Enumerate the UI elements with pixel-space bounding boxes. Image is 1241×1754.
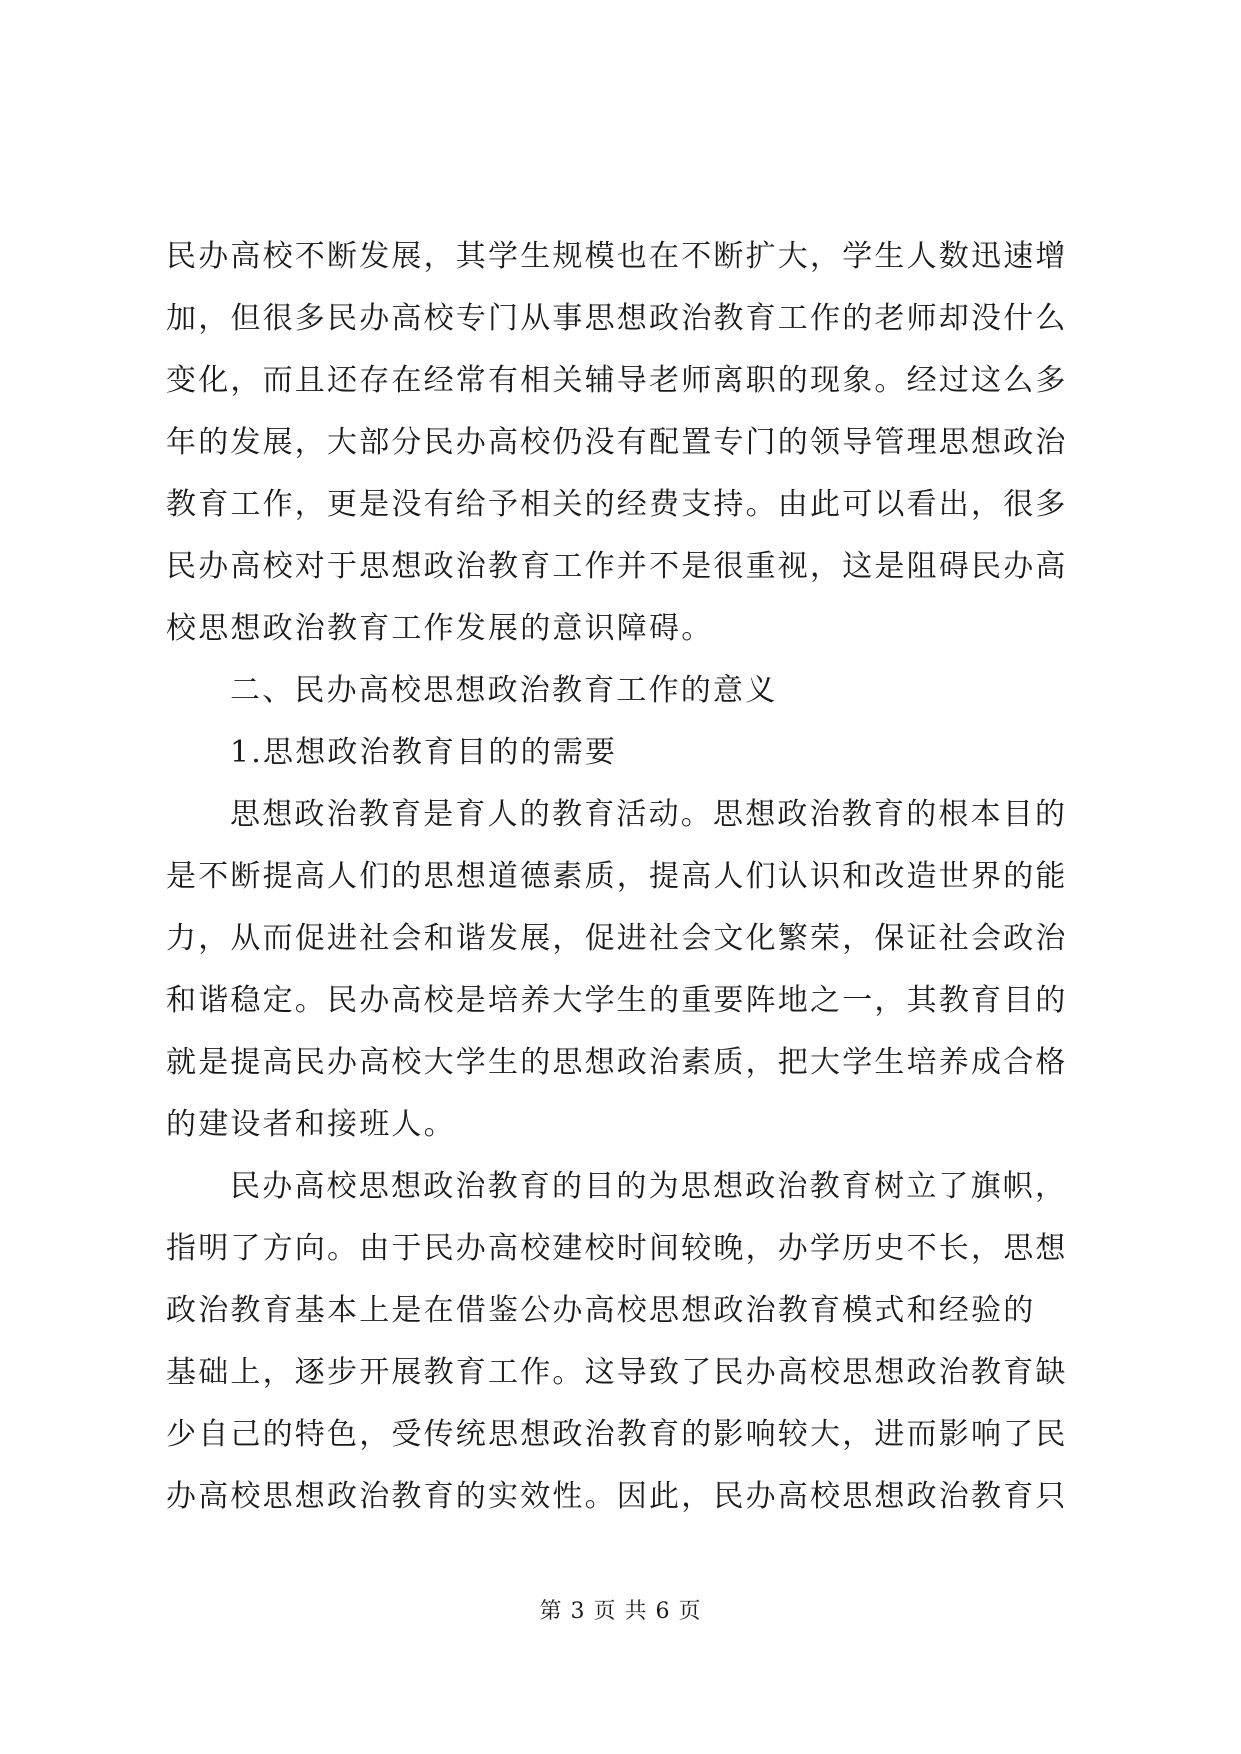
text-line: 变化，而且还存在经常有相关辅导老师离职的现象。经过这么多 bbox=[166, 363, 1068, 398]
text-line: 政治教育基本上是在借鉴公办高校思想政治教育模式和经验的 bbox=[166, 1293, 1036, 1328]
text-line: 思想政治教育是育人的教育活动。思想政治教育的根本目的 bbox=[230, 797, 1068, 832]
text-line: 教育工作，更是没有给予相关的经费支持。由此可以看出，很多 bbox=[166, 487, 1068, 522]
page-number-footer: 第 3 页 共 6 页 bbox=[539, 1599, 702, 1624]
text-line: 就是提高民办高校大学生的思想政治素质，把大学生培养成合格 bbox=[166, 1045, 1068, 1080]
text-line: 和谐稳定。民办高校是培养大学生的重要阵地之一，其教育目的 bbox=[166, 983, 1068, 1018]
text-line: 力，从而促进社会和谐发展，促进社会文化繁荣，保证社会政治 bbox=[166, 921, 1068, 956]
text-line: 加，但很多民办高校专门从事思想政治教育工作的老师却没什么 bbox=[166, 301, 1068, 336]
text-line: 民办高校不断发展，其学生规模也在不断扩大，学生人数迅速增 bbox=[166, 239, 1068, 274]
subsection-heading: 1.思想政治教育目的的需要 bbox=[230, 735, 618, 770]
text-line: 年的发展，大部分民办高校仍没有配置专门的领导管理思想政治 bbox=[166, 425, 1068, 460]
text-line: 少自己的特色，受传统思想政治教育的影响较大，进而影响了民 bbox=[166, 1417, 1068, 1452]
text-line: 的建设者和接班人。 bbox=[166, 1107, 456, 1142]
document-body bbox=[166, 226, 1076, 1528]
text-line: 办高校思想政治教育的实效性。因此，民办高校思想政治教育只 bbox=[166, 1479, 1068, 1514]
text-line: 是不断提高人们的思想道德素质，提高人们认识和改造世界的能 bbox=[166, 859, 1068, 894]
text-line: 基础上，逐步开展教育工作。这导致了民办高校思想政治教育缺 bbox=[166, 1355, 1068, 1390]
section-heading: 二、民办高校思想政治教育工作的意义 bbox=[230, 673, 778, 708]
text-line: 民办高校思想政治教育的目的为思想政治教育树立了旗帜， bbox=[230, 1169, 1068, 1204]
text-line: 民办高校对于思想政治教育工作并不是很重视，这是阻碍民办高 bbox=[166, 549, 1068, 584]
text-line: 指明了方向。由于民办高校建校时间较晚，办学历史不长，思想 bbox=[166, 1231, 1068, 1266]
text-line: 校思想政治教育工作发展的意识障碍。 bbox=[166, 611, 714, 646]
